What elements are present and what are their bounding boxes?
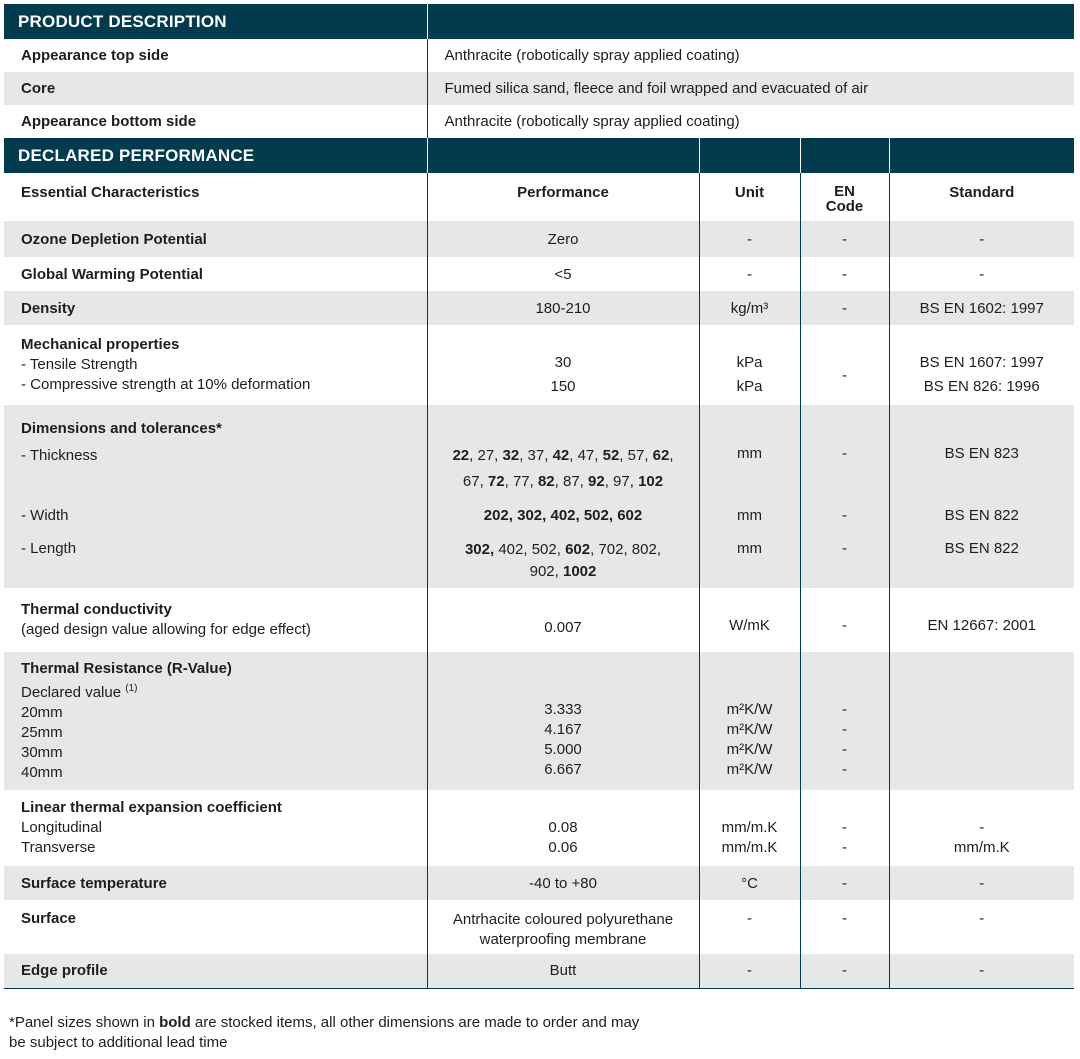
gwp-label: Global Warming Potential [4,257,427,291]
edge-profile-en: - [800,954,889,988]
thermal-conductivity-sub: (aged design value allowing for edge effect) [21,621,311,638]
r-value-40mm-en: - [842,761,847,778]
compressive-performance: 150 [550,378,576,395]
col-header-performance: Performance [427,173,699,221]
ozone-label: Ozone Depletion Potential [4,221,427,257]
compressive-standard: BS EN 826: 1996 [923,378,1040,395]
r-value-30mm-en: - [842,741,847,758]
transverse-label: Transverse [21,839,96,856]
footnote-part1: *Panel sizes shown in [9,1014,160,1031]
ozone-unit: - [699,221,800,257]
appearance-bottom-value: Anthracite (robotically spray applied coating) [427,105,1074,138]
r-value-20mm: 3.333 [544,701,582,718]
table-row [4,405,1074,441]
surface-temperature-label: Surface temperature [4,866,427,900]
mechanical-label: Mechanical properties [21,336,180,353]
ozone-en: - [800,221,889,257]
transverse-standard: mm/m.K [953,839,1010,856]
thickness-standard: BS EN 823 [889,441,1074,497]
tensile-standard: BS EN 1607: 1997 [919,354,1044,371]
surface-label: Surface [4,900,427,954]
table-row [4,497,1074,533]
gwp-en: - [800,257,889,291]
compressive-label: - Compressive strength at 10% deformation [21,376,311,393]
table-row [4,900,1074,954]
surface-temperature-unit: °C [699,866,800,900]
width-en: - [800,497,889,533]
r-value-25mm-unit: m²K/W [726,721,773,738]
table-row [4,221,1074,257]
surface-temperature-performance: -40 to +80 [427,866,699,900]
table-row [4,291,1074,325]
surface-en: - [800,900,889,954]
longitudinal-performance: 0.08 [548,819,578,836]
density-label: Density [4,291,427,325]
ozone-standard: - [889,221,1074,257]
longitudinal-label: Longitudinal [21,819,102,836]
tensile-label: - Tensile Strength [21,356,138,373]
mechanical-cell [4,325,427,405]
width-label: - Width [4,497,427,533]
edge-profile-performance: Butt [427,954,699,988]
col-header-characteristics: Essential Characteristics [4,173,427,221]
r-value-30mm-unit: m²K/W [726,741,773,758]
length-standard: BS EN 822 [889,533,1074,588]
table-row [4,257,1074,291]
r-value-20mm-en: - [842,701,847,718]
edge-profile-standard: - [889,954,1074,988]
r-value-25mm: 4.167 [544,721,582,738]
transverse-performance: 0.06 [548,839,578,856]
thermal-conductivity-label: Thermal conductivity [21,601,172,618]
appearance-top-label: Appearance top side [4,39,427,72]
r-value-40mm-label: 40mm [21,764,63,781]
thickness-en: - [800,441,889,497]
core-label: Core [4,72,427,105]
transverse-unit: mm/m.K [721,839,778,856]
length-en: - [800,533,889,588]
thickness-performance: 22, 27, 32, 37, 42, 47, 52, 57, 62, 67, 72, 77, 82, 87, 92, 97, 102 [427,441,699,497]
declared-performance-header [4,138,1074,173]
thickness-unit: mm [699,441,800,497]
core-value: Fumed silica sand, fleece and foil wrapped and evacuated of air [427,72,1074,105]
appearance-top-value: Anthracite (robotically spray applied coating) [427,39,1074,72]
table-row [4,39,1074,72]
product-description-title: PRODUCT DESCRIPTION [4,4,427,39]
compressive-unit: kPa [736,378,763,395]
longitudinal-standard: - [979,819,985,836]
edge-profile-unit: - [699,954,800,988]
spec-table [4,4,1074,989]
transverse-en: - [842,839,847,856]
r-value-30mm: 5.000 [544,741,582,758]
width-performance: 202, 302, 402, 502, 602 [427,497,699,533]
table-row [4,866,1074,900]
footnote [9,1013,709,1053]
surface-performance-line2: waterproofing membrane [479,931,647,948]
gwp-performance: <5 [427,257,699,291]
surface-unit: - [699,900,800,954]
density-en: - [800,291,889,325]
surface-standard: - [889,900,1074,954]
tensile-performance: 30 [554,354,572,371]
thickness-label: - Thickness [4,441,427,497]
appearance-bottom-label: Appearance bottom side [4,105,427,138]
datasheet [4,4,1074,989]
r-value-30mm-label: 30mm [21,744,63,761]
declared-value-label: Declared value [21,684,122,701]
table-row [4,588,1074,652]
col-header-standard: Standard [889,173,1074,221]
product-description-header [4,4,1074,39]
r-value-20mm-unit: m²K/W [726,701,773,718]
length-unit: mm [699,533,800,588]
r-value-20mm-label: 20mm [21,704,63,721]
length-label: - Length [4,533,427,588]
thermal-conductivity-en: - [800,588,889,652]
col-header-unit: Unit [699,173,800,221]
edge-profile-label: Edge profile [4,954,427,988]
surface-temperature-en: - [800,866,889,900]
column-header-row [4,173,1074,221]
longitudinal-unit: mm/m.K [721,819,778,836]
tensile-unit: kPa [736,354,763,371]
density-performance: 180-210 [427,291,699,325]
width-unit: mm [699,497,800,533]
r-value-40mm: 6.667 [544,761,582,778]
col-header-en-code: EN Code [800,173,889,221]
gwp-standard: - [889,257,1074,291]
thermal-conductivity-cell [4,588,427,652]
thermal-conductivity-unit: W/mK [699,588,800,652]
declared-performance-title: DECLARED PERFORMANCE [4,138,427,173]
thermal-conductivity-performance: 0.007 [427,588,699,652]
table-row [4,652,1074,790]
table-row [4,954,1074,988]
footnote-bold-word: bold [159,1014,191,1031]
table-row [4,105,1074,138]
table-row [4,533,1074,588]
mechanical-en: - [800,325,889,405]
table-row [4,72,1074,105]
r-value-25mm-label: 25mm [21,724,63,741]
gwp-unit: - [699,257,800,291]
longitudinal-en: - [842,819,847,836]
width-standard: BS EN 822 [889,497,1074,533]
thermal-conductivity-standard: EN 12667: 2001 [889,588,1074,652]
surface-performance-line1: Antrhacite coloured polyurethane [452,911,674,928]
table-row [4,441,1074,497]
r-value-25mm-en: - [842,721,847,738]
linear-expansion-label: Linear thermal expansion coefficient [21,799,282,816]
r-value-40mm-unit: m²K/W [726,761,773,778]
surface-temperature-standard: - [889,866,1074,900]
dimensions-label: Dimensions and tolerances* [4,405,427,441]
footnote-line2: be subject to additional lead time [9,1034,228,1051]
density-standard: BS EN 1602: 1997 [889,291,1074,325]
table-row [4,325,1074,405]
density-unit: kg/m³ [699,291,800,325]
thermal-resistance-cell [4,652,427,790]
table-row [4,790,1074,866]
footnote-marker: (1) [125,683,138,694]
length-performance: 302, 402, 502, 602, 702, 802, 902, 1002 [427,533,699,588]
linear-expansion-cell [4,790,427,866]
ozone-performance: Zero [427,221,699,257]
thermal-resistance-label: Thermal Resistance (R-Value) [21,660,232,677]
footnote-part2: are stocked items, all other dimensions are made to order and may [190,1014,640,1031]
